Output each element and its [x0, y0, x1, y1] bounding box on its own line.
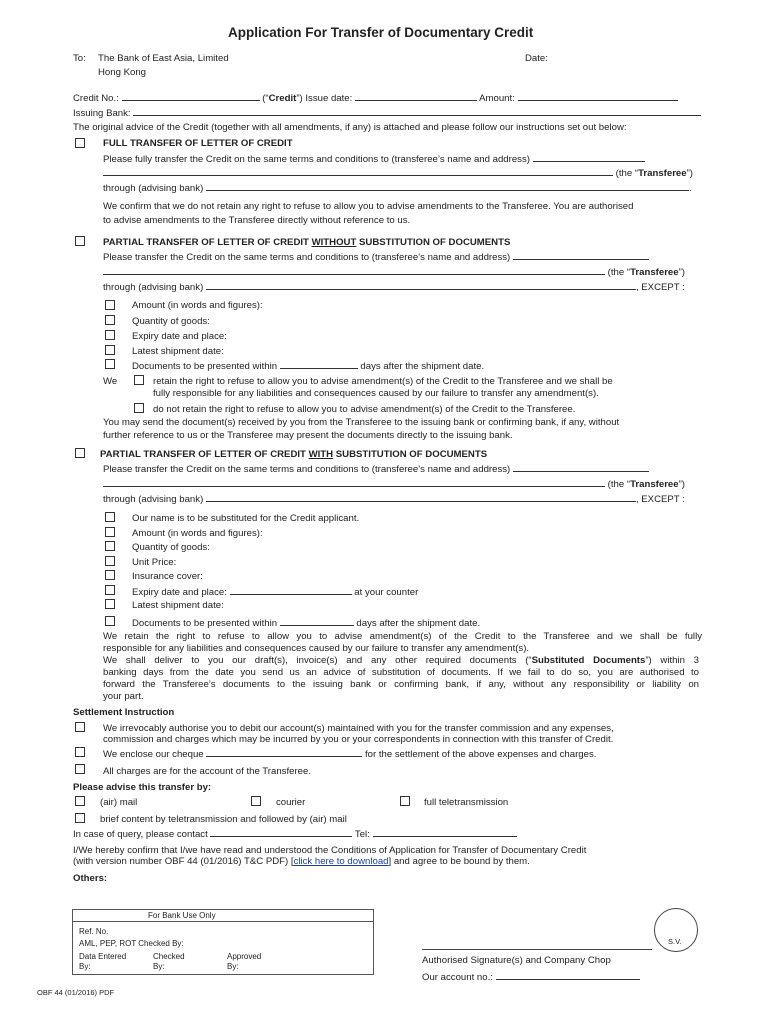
- pwith-heading-pre: PARTIAL TRANSFER OF LETTER OF CREDIT: [100, 449, 309, 460]
- courier-label: courier: [276, 797, 306, 808]
- pwith-docs-post: days after the shipment date.: [356, 618, 481, 629]
- pwith-deliver-1: [103, 655, 699, 666]
- pwith-expiry-checkbox[interactable]: [105, 585, 115, 595]
- signature-line[interactable]: [422, 949, 652, 950]
- pw-instruction-line: [103, 251, 649, 263]
- pwith-item-expiry: Expiry date and place:: [132, 587, 227, 598]
- pwith-item-insurance: Insurance cover:: [132, 571, 203, 582]
- pwith-transferee-line: [103, 478, 685, 490]
- pwith-the-transferee-pre: (the “: [607, 479, 631, 490]
- partial-with-checkbox[interactable]: [75, 448, 85, 458]
- settlement-transferee: All charges are for the account of the Transferee.: [103, 766, 311, 777]
- sv-label: S.V.: [668, 937, 682, 946]
- pwith-item-shipment: Latest shipment date:: [132, 600, 224, 611]
- pwith-quantity-checkbox[interactable]: [105, 541, 115, 551]
- pw-except: , EXCEPT :: [635, 282, 685, 293]
- credit-line: [73, 92, 678, 104]
- pw-shipment-checkbox[interactable]: [105, 345, 115, 355]
- confirmation-2-pre: (with version number OBF 44 (01/2016) T&C PDF) [: [73, 856, 294, 867]
- pwith-docs-checkbox[interactable]: [105, 616, 115, 626]
- data-entered-by: By:: [79, 962, 91, 971]
- issuing-bank-label: Issuing Bank:: [73, 108, 131, 119]
- pw-expiry-checkbox[interactable]: [105, 330, 115, 340]
- pwith-docs-line: [132, 617, 480, 629]
- download-link[interactable]: click here to download: [293, 856, 389, 867]
- footer-code: OBF 44 (01/2016) PDF: [37, 988, 115, 997]
- pwith-name-checkbox[interactable]: [105, 512, 115, 522]
- query-line: [73, 828, 517, 840]
- cheque-pre: We enclose our cheque: [103, 749, 204, 760]
- full-transfer-instruction-text: Please fully transfer the Credit on the same terms and conditions to (transferee’s name and address): [103, 154, 530, 165]
- pw-retain-2: fully responsible for any liabilities and consequences caused by our failure to transfer any amendment(s).: [153, 388, 599, 399]
- pwith-item-amount: Amount (in words and figures):: [132, 528, 263, 539]
- pw-item-quantity: Quantity of goods:: [132, 316, 210, 327]
- full-transferee-field[interactable]: [533, 153, 645, 162]
- pw-through-label: through (advising bank): [103, 282, 204, 293]
- aml-checked: AML, PEP, ROT Checked By:: [79, 939, 184, 948]
- approved: Approved: [227, 952, 262, 961]
- full-through-line: through (advising bank) .: [103, 183, 692, 194]
- pw-quantity-checkbox[interactable]: [105, 315, 115, 325]
- pw-the-transferee-post: ”): [678, 267, 685, 278]
- pw-transferee-field[interactable]: [513, 251, 649, 260]
- settlement-cheque-checkbox[interactable]: [75, 747, 85, 757]
- full-transferee-line: [103, 167, 693, 179]
- pw-item-expiry: Expiry date and place:: [132, 331, 227, 342]
- full-tele-label: full teletransmission: [424, 797, 509, 808]
- date-label: Date:: [525, 53, 548, 64]
- original-advice: The original advice of the Credit (together with all amendments, if any) is attached and please follow our instructions set out below:: [73, 122, 627, 133]
- issue-date-label: ”) Issue date:: [296, 93, 353, 104]
- tel-field[interactable]: [373, 828, 517, 837]
- pwith-insurance-checkbox[interactable]: [105, 570, 115, 580]
- the-transferee-post: ”): [686, 168, 693, 179]
- pw-docs-post: days after the shipment date.: [360, 361, 485, 372]
- pwith-the-transferee-post: ”): [678, 479, 685, 490]
- pwith-retain-1: We retain the right to refuse to allow you to advise amendment(s) of the Credit to the Transferee and we shall be fully: [103, 631, 702, 642]
- pwith-amount-checkbox[interactable]: [105, 527, 115, 537]
- cheque-post: for the settlement of the above expenses and charges.: [364, 749, 597, 760]
- confirmation-2: [73, 856, 530, 867]
- pw-retain-checkbox[interactable]: [134, 375, 144, 385]
- pwith-instruction: Please transfer the Credit on the same terms and conditions to (transferee’s name and address): [103, 464, 511, 475]
- confirmation-2-post: ] and agree to be bound by them.: [388, 856, 530, 867]
- full-tele-checkbox[interactable]: [400, 796, 410, 806]
- sv-circle: [654, 908, 698, 952]
- pwith-retain-2: responsible for any liabilities and consequences caused by our failure to transfer any amendment(s).: [103, 643, 530, 654]
- pwith-deliver-1-pre: We shall deliver to you our draft(s), invoice(s) and any other required documents (“: [103, 655, 532, 666]
- pwith-transferee-field-2[interactable]: [103, 478, 605, 487]
- settlement-debit-checkbox[interactable]: [75, 722, 85, 732]
- full-transfer-checkbox[interactable]: [75, 138, 85, 148]
- credit-no-field[interactable]: [122, 92, 260, 101]
- credit-term: Credit: [268, 93, 297, 104]
- pw-retain-1: retain the right to refuse to allow you to advise amendment(s) of the Credit to the Transferee and we shall be: [153, 376, 613, 387]
- contact-field[interactable]: [210, 828, 352, 837]
- pwith-deliver-4: your part.: [103, 691, 144, 702]
- data-entered: Data Entered: [79, 952, 127, 961]
- issuing-bank-line: [73, 107, 701, 119]
- full-through-label: through (advising bank): [103, 183, 204, 194]
- issuing-bank-field[interactable]: [133, 107, 701, 116]
- pwith-deliver-1-post: ”) within 3: [645, 655, 699, 666]
- settlement-debit-1: We irrevocably authorise you to debit our account(s) maintained with you for the transfer commission and any expenses,: [103, 723, 614, 734]
- pw-item-shipment: Latest shipment date:: [132, 346, 224, 357]
- bank-use-box: [72, 909, 374, 975]
- account-no-label: Our account no.:: [422, 972, 493, 983]
- pw-through-line: [103, 281, 685, 293]
- pw-transferee-line: [103, 266, 685, 278]
- settlement-heading: Settlement Instruction: [73, 707, 175, 718]
- amount-field[interactable]: [518, 92, 678, 101]
- pw-heading-without: WITHOUT: [311, 237, 357, 248]
- pw-instruction: Please transfer the Credit on the same terms and conditions to (transferee’s name and address): [103, 252, 511, 263]
- pw-docs-pre: Documents to be presented within: [132, 361, 278, 372]
- settlement-debit-2: commission and charges which may be incurred by you or your correspondents in connection with this transfer of Credit.: [103, 734, 614, 745]
- credit-no-label: Credit No.:: [73, 93, 119, 104]
- pw-heading-post: SUBSTITUTION OF DOCUMENTS: [356, 237, 511, 248]
- page-title: Application For Transfer of Documentary Credit: [228, 25, 534, 40]
- pwith-advising-bank-field[interactable]: [206, 493, 636, 502]
- full-confirm-1: We confirm that we do not retain any right to refuse to allow you to advise amendments to the Transferee. You are authorised: [103, 201, 634, 212]
- brief-content-checkbox[interactable]: [75, 813, 85, 823]
- pw-transferee-field-2[interactable]: [103, 266, 605, 275]
- pwith-except: , EXCEPT :: [635, 494, 685, 505]
- pw-docs-line: [132, 360, 484, 372]
- pw-days-field[interactable]: [280, 360, 358, 369]
- pwith-item-unit-price: Unit Price:: [132, 557, 177, 568]
- substituted-term: Substituted Documents: [531, 655, 646, 666]
- pwith-heading-with: WITH: [308, 449, 334, 460]
- transferee-term: Transferee: [638, 168, 687, 179]
- pw-the-transferee-pre: (the “: [607, 267, 631, 278]
- partial-without-heading: [103, 237, 510, 248]
- pwith-item-quantity: Quantity of goods:: [132, 542, 210, 553]
- issue-date-field[interactable]: [355, 92, 477, 101]
- pwith-through-label: through (advising bank): [103, 494, 204, 505]
- bank-name: The Bank of East Asia, Limited: [98, 53, 229, 64]
- pwith-expiry-line: [132, 586, 418, 598]
- bank-use-title: For Bank Use Only: [148, 911, 216, 920]
- checked: Checked: [153, 952, 185, 961]
- pwith-expiry-field[interactable]: [230, 586, 352, 595]
- pw-transferee-term: Transferee: [630, 267, 679, 278]
- advise-heading: Please advise this transfer by:: [73, 782, 212, 793]
- cheque-field[interactable]: [206, 748, 362, 757]
- confirmation-1: I/We hereby confirm that I/we have read and understood the Conditions of Application for Transfer of Documentary Credit: [73, 845, 587, 856]
- the-transferee-pre: (the “: [615, 168, 639, 179]
- pw-not-retain-checkbox[interactable]: [134, 403, 144, 413]
- partial-without-checkbox[interactable]: [75, 236, 85, 246]
- pwith-deliver-3: forward the Transferee’s documents to the issuing bank or confirming bank, if any, without any responsibility or liability on: [103, 679, 699, 690]
- pwith-transferee-field[interactable]: [513, 463, 649, 472]
- partial-with-heading: [100, 449, 487, 460]
- pw-send-docs-1: You may send the document(s) received by you from the Transferee to the issuing bank or confirming bank, if any, without: [103, 417, 620, 428]
- pwith-shipment-checkbox[interactable]: [105, 599, 115, 609]
- pwith-transferee-term: Transferee: [630, 479, 679, 490]
- settlement-transferee-checkbox[interactable]: [75, 764, 85, 774]
- others-label: Others:: [73, 873, 108, 884]
- pw-advising-bank-field[interactable]: [206, 281, 636, 290]
- ref-no: Ref. No.: [79, 927, 109, 936]
- amount-label: Amount:: [479, 93, 515, 104]
- air-mail-label: (air) mail: [100, 797, 138, 808]
- brief-content-label: brief content by teletransmission and followed by (air) mail: [100, 814, 347, 825]
- pwith-days-field[interactable]: [280, 617, 354, 626]
- full-transferee-field-2[interactable]: [103, 167, 613, 176]
- checked-by: By:: [153, 962, 165, 971]
- full-advising-bank-field[interactable]: [206, 182, 689, 191]
- bank-location: Hong Kong: [98, 67, 147, 78]
- approved-by: By:: [227, 962, 239, 971]
- query-label: In case of query, please contact: [73, 829, 208, 840]
- account-no-line: [422, 971, 640, 983]
- pwith-at-counter: at your counter: [354, 587, 419, 598]
- full-transfer-heading: FULL TRANSFER OF LETTER OF CREDIT: [103, 138, 293, 149]
- pw-send-docs-2: further reference to us or the Transferee may present the documents directly to the issuing bank.: [103, 430, 513, 441]
- full-transfer-instruction: [103, 153, 645, 165]
- pwith-instruction-line: [103, 463, 649, 475]
- pw-amount-checkbox[interactable]: [105, 300, 115, 310]
- pwith-deliver-2: banking days from the date you send us an advice of substitution of documents. If we fail to do so, you are authorised to: [103, 667, 699, 678]
- pwith-unit-price-checkbox[interactable]: [105, 556, 115, 566]
- pw-we-label: We: [103, 376, 118, 387]
- pwith-item-name: Our name is to be substituted for the Credit applicant.: [132, 513, 360, 524]
- signature-label: Authorised Signature(s) and Company Chop: [422, 955, 611, 966]
- quote-open: (“: [262, 93, 269, 104]
- pwith-heading-post: SUBSTITUTION OF DOCUMENTS: [333, 449, 488, 460]
- settlement-cheque-line: [103, 748, 596, 760]
- pwith-docs-pre: Documents to be presented within: [132, 618, 278, 629]
- tel-label: Tel:: [354, 829, 370, 840]
- to-label: To:: [73, 53, 86, 64]
- pwith-through-line: [103, 493, 685, 505]
- pw-not-retain: do not retain the right to refuse to allow you to advise amendment(s) of the Credit to the Transferee.: [153, 404, 576, 415]
- account-no-field[interactable]: [496, 971, 640, 980]
- pw-docs-checkbox[interactable]: [105, 359, 115, 369]
- full-confirm-2: to advise amendments to the Transferee directly without reference to us.: [103, 215, 411, 226]
- pw-item-amount: Amount (in words and figures):: [132, 300, 263, 311]
- air-mail-checkbox[interactable]: [75, 796, 85, 806]
- courier-checkbox[interactable]: [251, 796, 261, 806]
- pw-heading-pre: PARTIAL TRANSFER OF LETTER OF CREDIT: [103, 237, 312, 248]
